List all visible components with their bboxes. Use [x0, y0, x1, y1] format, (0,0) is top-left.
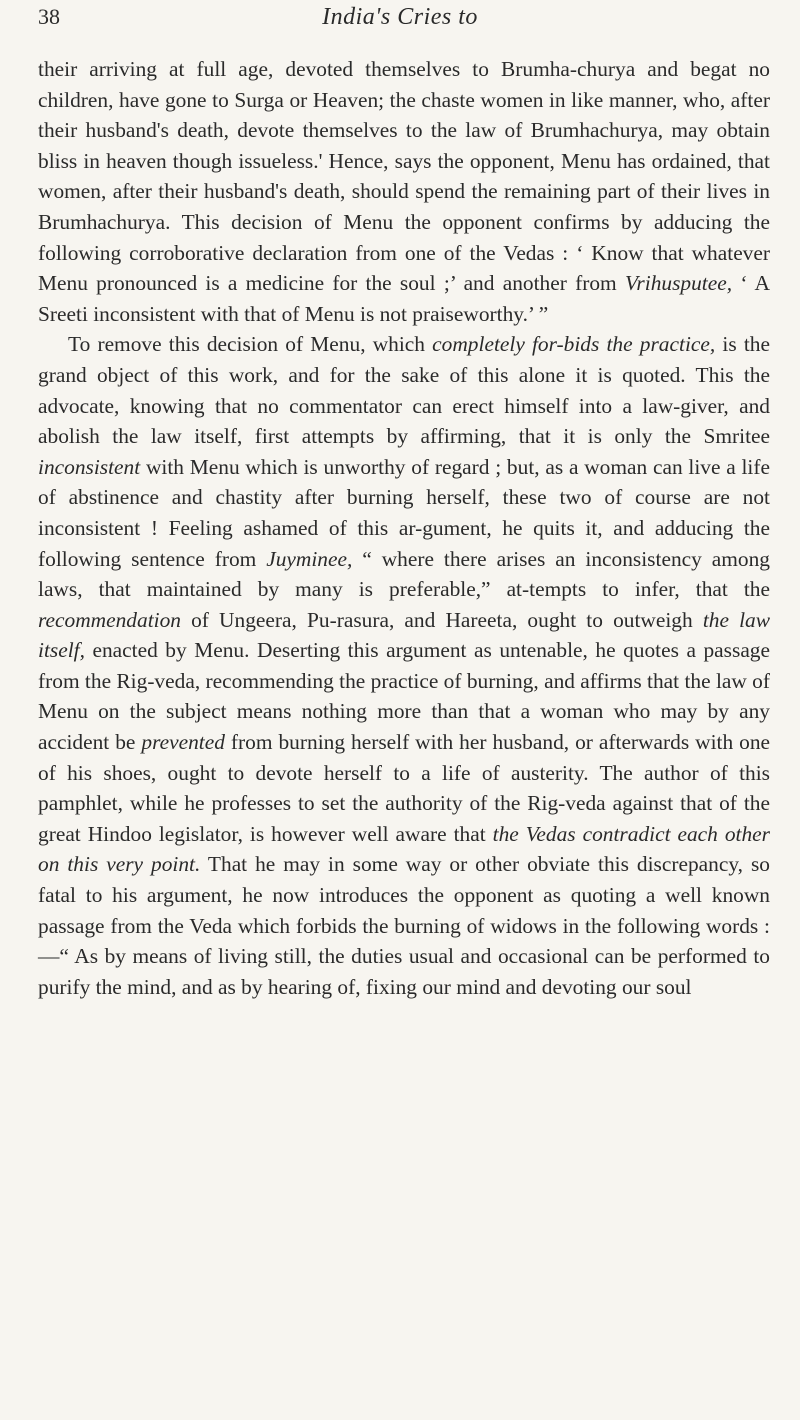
text-run: “ where there arises an inconsistency among laws, that maintained by many is preferable,” at-tempts to infer, that the	[38, 546, 770, 602]
italic-text: prevented	[141, 730, 225, 755]
text-run: ‘ A Sreeti inconsistent with that of Menu is not praiseworthy.’ ”	[38, 271, 770, 326]
italic-text: the law itself,	[38, 607, 770, 663]
text-run: with Menu which is unworthy of regard ; but, as a woman can live a life of abstinence and chastity after burning herself, these two of course are not inconsistent ! Feeling ashamed of this ar-gument, he quits it, and adducing the following sentence from	[38, 454, 770, 571]
italic-text: inconsistent	[38, 454, 141, 479]
italic-text: Vrihusputee,	[624, 271, 733, 296]
body-text	[38, 54, 770, 1002]
italic-text: completely for-bids the practice,	[432, 332, 716, 357]
text-run: enacted by Menu. Deserting this argument as untenable, he quotes a passage from the Rig-veda, recommending the practice of burning, and affirms that the law of Menu on the subject means nothing more than that a woman who may by any accident be	[38, 638, 770, 755]
paragraph	[38, 54, 770, 329]
italic-text: recommendation	[38, 607, 181, 632]
page-header	[0, 4, 800, 44]
text-run: To remove this decision of Menu, which	[68, 332, 433, 357]
text-run: That he may in some way or other obviate this discrepancy, so fatal to his argument, he now introduces the opponent as quoting a well known passage from the Veda which forbids the burning of widows in the following words :—“ As by means of living still, the duties usual and occasional can be performed to purify the mind, and as by hearing of, fixing our mind and devoting our soul	[38, 852, 770, 999]
running-head: India's Cries to	[322, 4, 478, 30]
text-run: is the grand object of this work, and for the sake of this alone it is quoted. This the advocate, knowing that no commentator can erect himself into a law-giver, and abolish the law itself, first attempts by affirming, that it is only the Smritee	[38, 332, 770, 449]
page-number: 38	[38, 4, 60, 29]
text-run: from burning herself with her husband, or afterwards with one of his shoes, ought to devote herself to a life of austerity. The author of this pamphlet, while he professes to set the authority of the Rig-veda against that of the great Hindoo legislator, is however well aware that	[38, 730, 771, 846]
italic-text: Juyminee,	[266, 546, 353, 571]
paragraph	[38, 329, 770, 1002]
text-run: of Ungeera, Pu-rasura, and Hareeta, ought to outweigh	[180, 607, 703, 632]
italic-text: the Vedas contradict each other on this very point.	[38, 821, 770, 877]
text-run: their arriving at full age, devoted themselves to Brumha-churya and begat no children, have gone to Surga or Heaven; the chaste women in like manner, who, after their husband's death, devote themselves to the law of Brumhachurya, may obtain bliss in heaven though issueless.' Hence, says the opponent, Menu has ordained, that women, after their husband's death, should spend the remaining part of their lives in Brumhachurya. This decision of Menu the opponent confirms by adducing the following corroborative declaration from one of the Vedas : ‘ Know that whatever Menu pronounced is a medicine for the soul ;’ and another from	[38, 57, 770, 296]
